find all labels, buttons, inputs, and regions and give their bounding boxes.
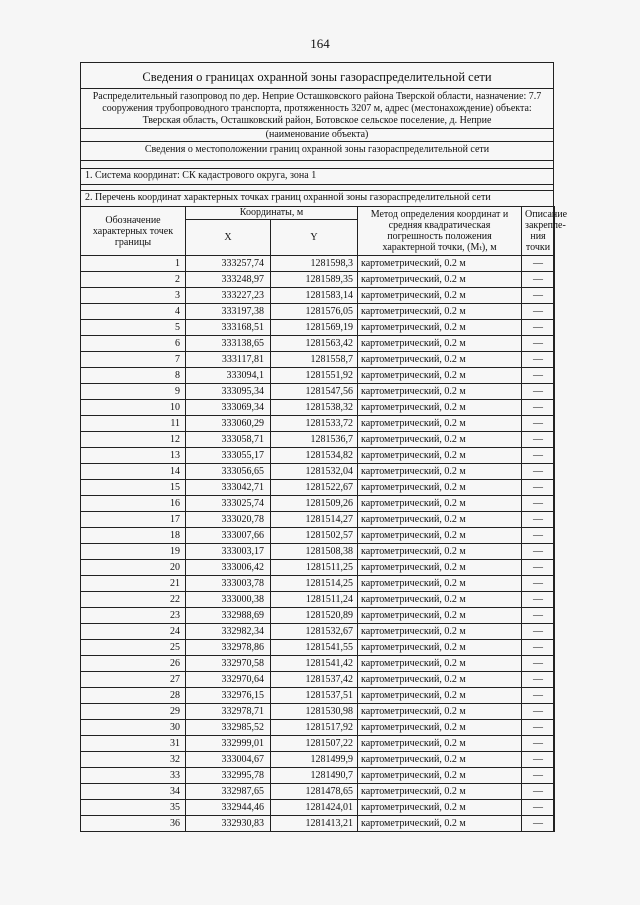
cell-method: картометрический, 0.2 м [358,272,522,288]
location-title: Сведения о местоположении границ охранной зоны газораспределительной сети [81,142,553,161]
cell-description: — [522,320,555,336]
table-row [81,272,555,288]
cell-method: картометрический, 0.2 м [358,688,522,704]
table-row [81,800,555,816]
cell-method: картометрический, 0.2 м [358,496,522,512]
cell-description: — [522,256,555,272]
cell-point: 33 [81,768,186,784]
header-method: Метод определения координат и средняя квадратическая погрешность положения характерной точки, (Mₜ), м [358,207,522,256]
cell-y: 1281547,56 [271,384,358,400]
table-row [81,608,555,624]
cell-point: 23 [81,608,186,624]
cell-method: картометрический, 0.2 м [358,560,522,576]
cell-description: — [522,816,555,832]
cell-point: 11 [81,416,186,432]
header-coords: Координаты, м [186,207,358,220]
cell-method: картометрический, 0.2 м [358,784,522,800]
cell-x: 332970,64 [186,672,271,688]
table-row [81,576,555,592]
cell-x: 333000,38 [186,592,271,608]
cell-method: картометрический, 0.2 м [358,736,522,752]
cell-x: 333168,51 [186,320,271,336]
cell-description: — [522,784,555,800]
cell-y: 1281551,92 [271,368,358,384]
cell-point: 36 [81,816,186,832]
document-title: Сведения о границах охранной зоны газораспределительной сети [81,66,553,89]
table-row [81,784,555,800]
cell-y: 1281537,42 [271,672,358,688]
cell-point: 25 [81,640,186,656]
table-row [81,720,555,736]
cell-description: — [522,272,555,288]
cell-y: 1281509,26 [271,496,358,512]
cell-description: — [522,528,555,544]
cell-method: картометрический, 0.2 м [358,768,522,784]
cell-x: 333095,34 [186,384,271,400]
cell-point: 22 [81,592,186,608]
cell-x: 333058,71 [186,432,271,448]
cell-point: 6 [81,336,186,352]
cell-point: 35 [81,800,186,816]
table-row [81,752,555,768]
table-row [81,528,555,544]
points-list-title: 2. Перечень координат характерных точках границ охранной зоны газораспределительной сети [81,191,553,207]
cell-description: — [522,576,555,592]
table-row [81,560,555,576]
cell-method: картометрический, 0.2 м [358,544,522,560]
cell-x: 333138,65 [186,336,271,352]
cell-method: картометрический, 0.2 м [358,304,522,320]
cell-description: — [522,416,555,432]
cell-y: 1281499,9 [271,752,358,768]
header-point: Обозначение характерных точек границы [81,207,186,256]
cell-method: картометрический, 0.2 м [358,384,522,400]
table-row [81,736,555,752]
cell-description: — [522,352,555,368]
table-row [81,384,555,400]
cell-x: 332988,69 [186,608,271,624]
table-row [81,592,555,608]
cell-y: 1281522,67 [271,480,358,496]
cell-method: картометрический, 0.2 м [358,432,522,448]
cell-y: 1281569,19 [271,320,358,336]
cell-point: 27 [81,672,186,688]
cell-method: картометрический, 0.2 м [358,336,522,352]
cell-x: 332976,15 [186,688,271,704]
cell-method: картометрический, 0.2 м [358,464,522,480]
cell-description: — [522,624,555,640]
header-x: X [186,220,271,256]
cell-method: картометрический, 0.2 м [358,640,522,656]
cell-x: 333004,67 [186,752,271,768]
cell-point: 5 [81,320,186,336]
cell-method: картометрический, 0.2 м [358,368,522,384]
cell-y: 1281413,21 [271,816,358,832]
cell-description: — [522,480,555,496]
cell-method: картометрический, 0.2 м [358,512,522,528]
cell-point: 12 [81,432,186,448]
cell-method: картометрический, 0.2 м [358,752,522,768]
cell-y: 1281508,38 [271,544,358,560]
cell-x: 333055,17 [186,448,271,464]
cell-description: — [522,704,555,720]
table-row [81,320,555,336]
cell-y: 1281520,89 [271,608,358,624]
cell-x: 333248,97 [186,272,271,288]
cell-description: — [522,384,555,400]
cell-description: — [522,544,555,560]
cell-method: картометрический, 0.2 м [358,528,522,544]
cell-point: 17 [81,512,186,528]
header-y: Y [271,220,358,256]
cell-description: — [522,336,555,352]
coordinates-table [80,206,568,832]
table-row [81,480,555,496]
cell-point: 21 [81,576,186,592]
cell-method: картометрический, 0.2 м [358,656,522,672]
cell-point: 19 [81,544,186,560]
cell-method: картометрический, 0.2 м [358,352,522,368]
cell-description: — [522,768,555,784]
cell-x: 332982,34 [186,624,271,640]
object-name-caption: (наименование объекта) [81,129,553,142]
table-row [81,448,555,464]
cell-method: картометрический, 0.2 м [358,480,522,496]
cell-y: 1281532,67 [271,624,358,640]
cell-method: картометрический, 0.2 м [358,256,522,272]
cell-point: 18 [81,528,186,544]
cell-point: 31 [81,736,186,752]
document-frame [80,62,568,832]
cell-y: 1281530,98 [271,704,358,720]
cell-description: — [522,448,555,464]
cell-y: 1281598,3 [271,256,358,272]
cell-description: — [522,608,555,624]
cell-x: 333025,74 [186,496,271,512]
cell-method: картометрический, 0.2 м [358,608,522,624]
table-row [81,336,555,352]
cell-y: 1281537,51 [271,688,358,704]
cell-x: 333006,42 [186,560,271,576]
table-row [81,288,555,304]
cell-point: 15 [81,480,186,496]
cell-description: — [522,720,555,736]
cell-description: — [522,640,555,656]
cell-x: 332995,78 [186,768,271,784]
table-row [81,352,555,368]
cell-description: — [522,432,555,448]
cell-method: картометрический, 0.2 м [358,576,522,592]
cell-x: 332978,86 [186,640,271,656]
cell-method: картометрический, 0.2 м [358,800,522,816]
cell-method: картометрический, 0.2 м [358,448,522,464]
table-row [81,432,555,448]
cell-y: 1281589,35 [271,272,358,288]
cell-y: 1281514,27 [271,512,358,528]
cell-method: картометрический, 0.2 м [358,592,522,608]
cell-x: 333094,1 [186,368,271,384]
cell-method: картометрический, 0.2 м [358,288,522,304]
cell-method: картометрический, 0.2 м [358,672,522,688]
cell-x: 333227,23 [186,288,271,304]
cell-x: 332930,83 [186,816,271,832]
cell-point: 7 [81,352,186,368]
cell-description: — [522,736,555,752]
cell-description: — [522,592,555,608]
cell-y: 1281576,05 [271,304,358,320]
cell-point: 4 [81,304,186,320]
cell-description: — [522,560,555,576]
cell-point: 13 [81,448,186,464]
cell-y: 1281490,7 [271,768,358,784]
cell-description: — [522,800,555,816]
cell-x: 332987,65 [186,784,271,800]
cell-point: 3 [81,288,186,304]
table-row [81,768,555,784]
cell-description: — [522,512,555,528]
cell-y: 1281502,57 [271,528,358,544]
cell-description: — [522,752,555,768]
cell-y: 1281507,22 [271,736,358,752]
cell-point: 32 [81,752,186,768]
cell-description: — [522,400,555,416]
cell-x: 332970,58 [186,656,271,672]
cell-description: — [522,672,555,688]
table-row [81,368,555,384]
header-description: Описание закрепле-ния точки [522,207,555,256]
cell-y: 1281558,7 [271,352,358,368]
cell-description: — [522,496,555,512]
cell-y: 1281514,25 [271,576,358,592]
cell-y: 1281536,7 [271,432,358,448]
cell-point: 28 [81,688,186,704]
cell-method: картометрический, 0.2 м [358,320,522,336]
cell-y: 1281511,24 [271,592,358,608]
cell-y: 1281532,04 [271,464,358,480]
cell-x: 333117,81 [186,352,271,368]
table-row [81,816,555,832]
cell-point: 24 [81,624,186,640]
table-row [81,496,555,512]
table-row [81,512,555,528]
table-row [81,672,555,688]
cell-y: 1281533,72 [271,416,358,432]
cell-x: 333257,74 [186,256,271,272]
cell-y: 1281424,01 [271,800,358,816]
cell-y: 1281583,14 [271,288,358,304]
coord-system: 1. Система координат: СК кадастрового округа, зона 1 [81,169,553,185]
cell-point: 20 [81,560,186,576]
cell-y: 1281478,65 [271,784,358,800]
table-row [81,400,555,416]
table-row [81,544,555,560]
table-row [81,656,555,672]
cell-point: 2 [81,272,186,288]
cell-description: — [522,688,555,704]
table-row [81,304,555,320]
cell-x: 332944,46 [186,800,271,816]
cell-point: 10 [81,400,186,416]
cell-method: картометрический, 0.2 м [358,416,522,432]
cell-y: 1281563,42 [271,336,358,352]
cell-method: картометрический, 0.2 м [358,816,522,832]
cell-x: 333060,29 [186,416,271,432]
table-row [81,256,555,272]
cell-x: 333069,34 [186,400,271,416]
cell-x: 333197,38 [186,304,271,320]
cell-method: картометрический, 0.2 м [358,720,522,736]
cell-y: 1281534,82 [271,448,358,464]
cell-description: — [522,304,555,320]
cell-method: картометрический, 0.2 м [358,624,522,640]
cell-point: 1 [81,256,186,272]
cell-x: 332978,71 [186,704,271,720]
cell-method: картометрический, 0.2 м [358,704,522,720]
cell-description: — [522,464,555,480]
object-description: Распределительный газопровод по дер. Неприе Осташковского района Тверской области, назначение: 7.7 сооружения трубопроводного транспорта, протяженность 3207 м, адрес (местонахождение) объекта: Тверская область, Осташковский район, Ботовское сельское поселение, д. Неприе [81,89,553,129]
table-row [81,640,555,656]
cell-point: 30 [81,720,186,736]
cell-description: — [522,368,555,384]
cell-x: 333007,66 [186,528,271,544]
cell-point: 8 [81,368,186,384]
cell-y: 1281541,55 [271,640,358,656]
spacer [81,161,553,169]
cell-description: — [522,288,555,304]
cell-x: 333042,71 [186,480,271,496]
cell-x: 333020,78 [186,512,271,528]
cell-point: 34 [81,784,186,800]
cell-y: 1281538,32 [271,400,358,416]
cell-y: 1281541,42 [271,656,358,672]
cell-method: картометрический, 0.2 м [358,400,522,416]
cell-x: 332985,52 [186,720,271,736]
table-row [81,416,555,432]
cell-y: 1281511,25 [271,560,358,576]
cell-point: 16 [81,496,186,512]
cell-y: 1281517,92 [271,720,358,736]
cell-x: 333003,17 [186,544,271,560]
cell-x: 333003,78 [186,576,271,592]
table-row [81,688,555,704]
table-row [81,704,555,720]
cell-point: 29 [81,704,186,720]
cell-point: 26 [81,656,186,672]
cell-description: — [522,656,555,672]
table-row [81,464,555,480]
cell-x: 332999,01 [186,736,271,752]
cell-x: 333056,65 [186,464,271,480]
table-row [81,624,555,640]
page-number: 164 [310,36,330,51]
cell-point: 9 [81,384,186,400]
cell-point: 14 [81,464,186,480]
